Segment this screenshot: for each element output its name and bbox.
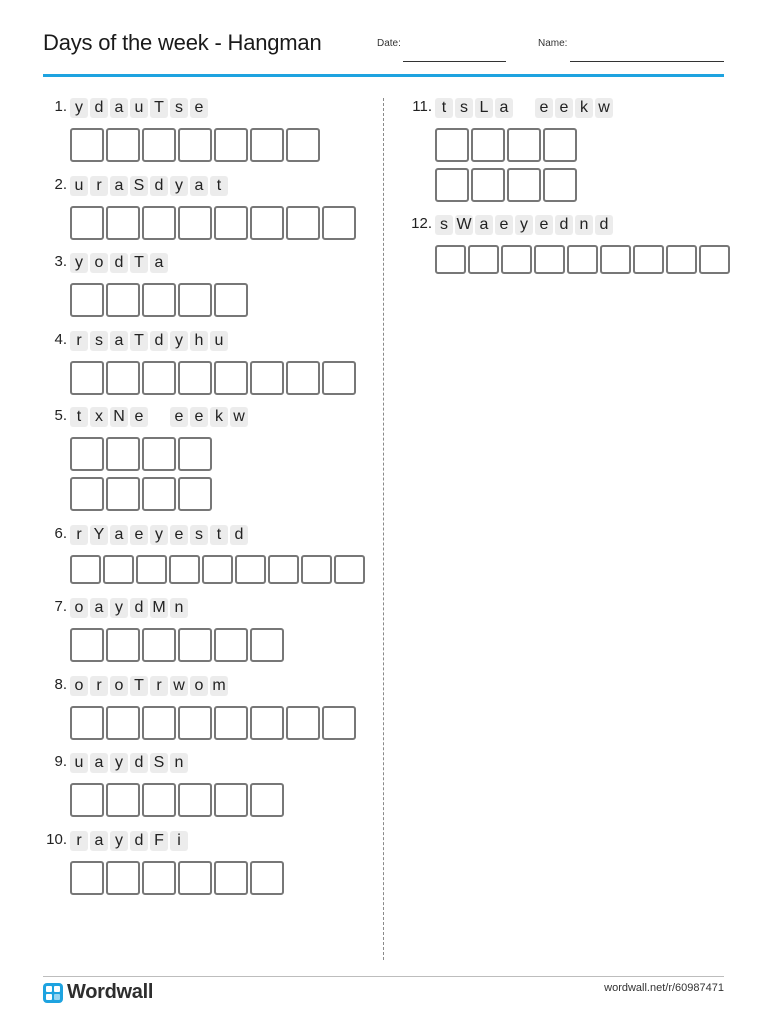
letter-box[interactable] <box>567 245 598 274</box>
clue-letter-tile: r <box>70 831 88 851</box>
letter-box[interactable] <box>214 283 248 317</box>
clue-letter-tile: s <box>455 98 473 118</box>
letter-box[interactable] <box>142 783 176 817</box>
brand-name: Wordwall <box>67 981 154 1003</box>
letter-box[interactable] <box>235 555 266 584</box>
question-number: 3. <box>54 253 67 270</box>
letter-box[interactable] <box>286 206 320 240</box>
letter-box[interactable] <box>106 128 140 162</box>
name-field-line[interactable] <box>570 61 724 62</box>
clue-letter-tile: o <box>110 676 128 696</box>
letter-box[interactable] <box>178 206 212 240</box>
clue-letter-tile: d <box>595 215 613 235</box>
answer-row <box>70 861 284 895</box>
letter-box[interactable] <box>106 437 140 471</box>
clue-letter-tile: S <box>130 176 148 196</box>
letter-box[interactable] <box>106 706 140 740</box>
letter-box[interactable] <box>534 245 565 274</box>
letter-box[interactable] <box>268 555 299 584</box>
clue-letter-tile: F <box>150 831 168 851</box>
letter-box[interactable] <box>214 783 248 817</box>
letter-box[interactable] <box>178 783 212 817</box>
clue-letter-tile: M <box>150 598 168 618</box>
scrambled-clue <box>70 676 228 696</box>
question-number: 11. <box>412 98 432 115</box>
clue-letter-tile: a <box>475 215 493 235</box>
letter-box[interactable] <box>435 245 466 274</box>
clue-letter-tile: s <box>190 525 208 545</box>
question-number: 1. <box>54 98 67 115</box>
letter-box[interactable] <box>471 168 505 202</box>
clue-letter-tile: x <box>90 407 108 427</box>
clue-letter-tile: y <box>170 176 188 196</box>
clue-gap <box>515 98 533 118</box>
answer-row <box>435 128 577 162</box>
scrambled-clue <box>70 331 228 351</box>
letter-box[interactable] <box>70 628 104 662</box>
letter-box[interactable] <box>70 128 104 162</box>
letter-box[interactable] <box>70 555 101 584</box>
clue-letter-tile: u <box>130 98 148 118</box>
clue-letter-tile: y <box>170 331 188 351</box>
clue-letter-tile: d <box>150 331 168 351</box>
clue-letter-tile: e <box>535 215 553 235</box>
clue-letter-tile: a <box>150 253 168 273</box>
clue-letter-tile: a <box>90 831 108 851</box>
clue-letter-tile: s <box>170 98 188 118</box>
clue-letter-tile: u <box>70 753 88 773</box>
clue-letter-tile: r <box>90 676 108 696</box>
letter-box[interactable] <box>214 361 248 395</box>
letter-box[interactable] <box>142 628 176 662</box>
clue-letter-tile: w <box>595 98 613 118</box>
letter-box[interactable] <box>70 206 104 240</box>
clue-letter-tile: e <box>170 525 188 545</box>
letter-box[interactable] <box>142 361 176 395</box>
clue-letter-tile: u <box>210 331 228 351</box>
scrambled-clue <box>70 98 208 118</box>
page-title: Days of the week - Hangman <box>43 30 322 55</box>
clue-letter-tile: w <box>170 676 188 696</box>
letter-box[interactable] <box>106 283 140 317</box>
letter-box[interactable] <box>286 361 320 395</box>
scrambled-clue <box>70 525 248 545</box>
clue-letter-tile: a <box>190 176 208 196</box>
answer-row <box>70 628 284 662</box>
letter-box[interactable] <box>106 206 140 240</box>
clue-letter-tile: e <box>170 407 188 427</box>
header-rule <box>43 74 724 77</box>
letter-box[interactable] <box>468 245 499 274</box>
letter-box[interactable] <box>250 783 284 817</box>
clue-letter-tile: y <box>110 753 128 773</box>
clue-letter-tile: m <box>210 676 228 696</box>
clue-letter-tile: a <box>110 525 128 545</box>
letter-box[interactable] <box>286 706 320 740</box>
clue-letter-tile: L <box>475 98 493 118</box>
clue-letter-tile: d <box>230 525 248 545</box>
letter-box[interactable] <box>103 555 134 584</box>
question-number: 9. <box>54 753 67 770</box>
letter-box[interactable] <box>507 168 541 202</box>
clue-letter-tile: t <box>435 98 453 118</box>
answer-row <box>435 245 730 274</box>
question-number: 4. <box>54 331 67 348</box>
letter-box[interactable] <box>250 628 284 662</box>
answer-row <box>70 128 320 162</box>
clue-letter-tile: T <box>150 98 168 118</box>
letter-box[interactable] <box>70 783 104 817</box>
letter-box[interactable] <box>501 245 532 274</box>
clue-letter-tile: t <box>70 407 88 427</box>
scrambled-clue <box>70 831 188 851</box>
date-field-line[interactable] <box>403 61 506 62</box>
clue-letter-tile: e <box>130 525 148 545</box>
letter-box[interactable] <box>666 245 697 274</box>
clue-letter-tile: h <box>190 331 208 351</box>
letter-box[interactable] <box>70 861 104 895</box>
clue-letter-tile: w <box>230 407 248 427</box>
letter-box[interactable] <box>633 245 664 274</box>
clue-letter-tile: d <box>90 98 108 118</box>
clue-letter-tile: r <box>70 331 88 351</box>
clue-letter-tile: o <box>70 598 88 618</box>
answer-row <box>70 706 356 740</box>
letter-box[interactable] <box>214 706 248 740</box>
clue-letter-tile: e <box>555 98 573 118</box>
wordwall-grid-icon <box>43 983 63 1003</box>
answer-row <box>70 783 284 817</box>
answer-row <box>70 206 356 240</box>
footer-rule <box>43 976 724 977</box>
letter-box[interactable] <box>142 477 176 511</box>
clue-letter-tile: e <box>190 98 208 118</box>
clue-letter-tile: u <box>70 176 88 196</box>
letter-box[interactable] <box>178 477 212 511</box>
clue-letter-tile: a <box>110 176 128 196</box>
answer-row <box>70 437 212 471</box>
name-label: Name: <box>538 38 568 49</box>
letter-box[interactable] <box>106 861 140 895</box>
letter-box[interactable] <box>507 128 541 162</box>
question-number: 12. <box>411 215 432 232</box>
clue-letter-tile: N <box>110 407 128 427</box>
scrambled-clue <box>70 253 168 273</box>
clue-letter-tile: r <box>70 525 88 545</box>
scrambled-clue <box>70 598 188 618</box>
letter-box[interactable] <box>543 128 577 162</box>
letter-box[interactable] <box>178 628 212 662</box>
clue-letter-tile: a <box>495 98 513 118</box>
clue-letter-tile: T <box>130 676 148 696</box>
letter-box[interactable] <box>286 128 320 162</box>
clue-letter-tile: e <box>495 215 513 235</box>
clue-letter-tile: a <box>90 753 108 773</box>
scrambled-clue <box>70 176 228 196</box>
answer-row <box>70 477 212 511</box>
clue-letter-tile: s <box>90 331 108 351</box>
letter-box[interactable] <box>178 128 212 162</box>
clue-letter-tile: e <box>535 98 553 118</box>
letter-box[interactable] <box>178 706 212 740</box>
letter-box[interactable] <box>106 628 140 662</box>
clue-letter-tile: o <box>90 253 108 273</box>
date-label: Date: <box>377 38 401 49</box>
letter-box[interactable] <box>543 168 577 202</box>
clue-letter-tile: y <box>150 525 168 545</box>
clue-letter-tile: d <box>555 215 573 235</box>
letter-box[interactable] <box>250 361 284 395</box>
letter-box[interactable] <box>136 555 167 584</box>
letter-box[interactable] <box>214 861 248 895</box>
letter-box[interactable] <box>250 128 284 162</box>
question-number: 6. <box>54 525 67 542</box>
question-number: 10. <box>46 831 67 848</box>
clue-letter-tile: y <box>110 831 128 851</box>
clue-letter-tile: t <box>210 176 228 196</box>
question-number: 5. <box>54 407 67 424</box>
clue-letter-tile: W <box>456 216 472 233</box>
clue-letter-tile: a <box>110 98 128 118</box>
clue-letter-tile: d <box>130 753 148 773</box>
question-number: 8. <box>54 676 67 693</box>
clue-letter-tile: n <box>170 598 188 618</box>
clue-letter-tile: a <box>110 331 128 351</box>
answer-row <box>70 283 248 317</box>
letter-box[interactable] <box>322 206 356 240</box>
clue-letter-tile: y <box>70 253 88 273</box>
clue-gap <box>150 407 168 427</box>
letter-box[interactable] <box>435 128 469 162</box>
scrambled-clue <box>70 407 248 427</box>
letter-box[interactable] <box>322 706 356 740</box>
letter-box[interactable] <box>169 555 200 584</box>
letter-box[interactable] <box>322 361 356 395</box>
clue-letter-tile: o <box>190 676 208 696</box>
letter-box[interactable] <box>178 861 212 895</box>
clue-letter-tile: k <box>575 98 593 118</box>
letter-box[interactable] <box>214 128 248 162</box>
letter-box[interactable] <box>600 245 631 274</box>
letter-box[interactable] <box>214 628 248 662</box>
letter-box[interactable] <box>142 283 176 317</box>
letter-box[interactable] <box>106 477 140 511</box>
clue-letter-tile: y <box>110 598 128 618</box>
clue-letter-tile: e <box>130 407 148 427</box>
letter-box[interactable] <box>699 245 730 274</box>
letter-box[interactable] <box>142 706 176 740</box>
letter-box[interactable] <box>178 283 212 317</box>
letter-box[interactable] <box>70 706 104 740</box>
clue-letter-tile: Y <box>90 525 108 545</box>
clue-letter-tile: S <box>150 753 168 773</box>
clue-letter-tile: s <box>435 215 453 235</box>
clue-letter-tile: n <box>575 215 593 235</box>
letter-box[interactable] <box>301 555 332 584</box>
clue-letter-tile: i <box>170 831 188 851</box>
column-divider <box>383 98 384 960</box>
clue-letter-tile: T <box>130 253 148 273</box>
letter-box[interactable] <box>250 706 284 740</box>
clue-letter-tile: d <box>130 598 148 618</box>
scrambled-clue <box>435 215 613 235</box>
letter-box[interactable] <box>106 361 140 395</box>
footer-logo <box>43 981 153 1004</box>
letter-box[interactable] <box>214 206 248 240</box>
clue-letter-tile: y <box>70 98 88 118</box>
clue-letter-tile: k <box>210 407 228 427</box>
clue-letter-tile: T <box>130 331 148 351</box>
answer-row <box>70 361 356 395</box>
letter-box[interactable] <box>142 437 176 471</box>
clue-letter-tile: d <box>130 831 148 851</box>
letter-box[interactable] <box>435 168 469 202</box>
clue-letter-tile: d <box>150 176 168 196</box>
letter-box[interactable] <box>334 555 365 584</box>
footer-url[interactable]: wordwall.net/r/60987471 <box>604 982 724 994</box>
letter-box[interactable] <box>250 861 284 895</box>
answer-row <box>70 555 365 584</box>
letter-box[interactable] <box>471 128 505 162</box>
letter-box[interactable] <box>142 861 176 895</box>
letter-box[interactable] <box>70 477 104 511</box>
question-number: 7. <box>54 598 67 615</box>
clue-letter-tile: e <box>190 407 208 427</box>
clue-letter-tile: d <box>110 253 128 273</box>
letter-box[interactable] <box>106 783 140 817</box>
clue-letter-tile: r <box>150 676 168 696</box>
letter-box[interactable] <box>70 283 104 317</box>
letter-box[interactable] <box>142 206 176 240</box>
letter-box[interactable] <box>142 128 176 162</box>
letter-box[interactable] <box>250 206 284 240</box>
letter-box[interactable] <box>202 555 233 584</box>
letter-box[interactable] <box>178 437 212 471</box>
clue-letter-tile: t <box>210 525 228 545</box>
scrambled-clue <box>70 753 188 773</box>
answer-row <box>435 168 577 202</box>
scrambled-clue <box>435 98 613 118</box>
question-number: 2. <box>54 176 67 193</box>
clue-letter-tile: o <box>70 676 88 696</box>
clue-letter-tile: y <box>515 215 533 235</box>
letter-box[interactable] <box>70 361 104 395</box>
letter-box[interactable] <box>70 437 104 471</box>
clue-letter-tile: a <box>90 598 108 618</box>
clue-letter-tile: r <box>90 176 108 196</box>
letter-box[interactable] <box>178 361 212 395</box>
clue-letter-tile: n <box>170 753 188 773</box>
